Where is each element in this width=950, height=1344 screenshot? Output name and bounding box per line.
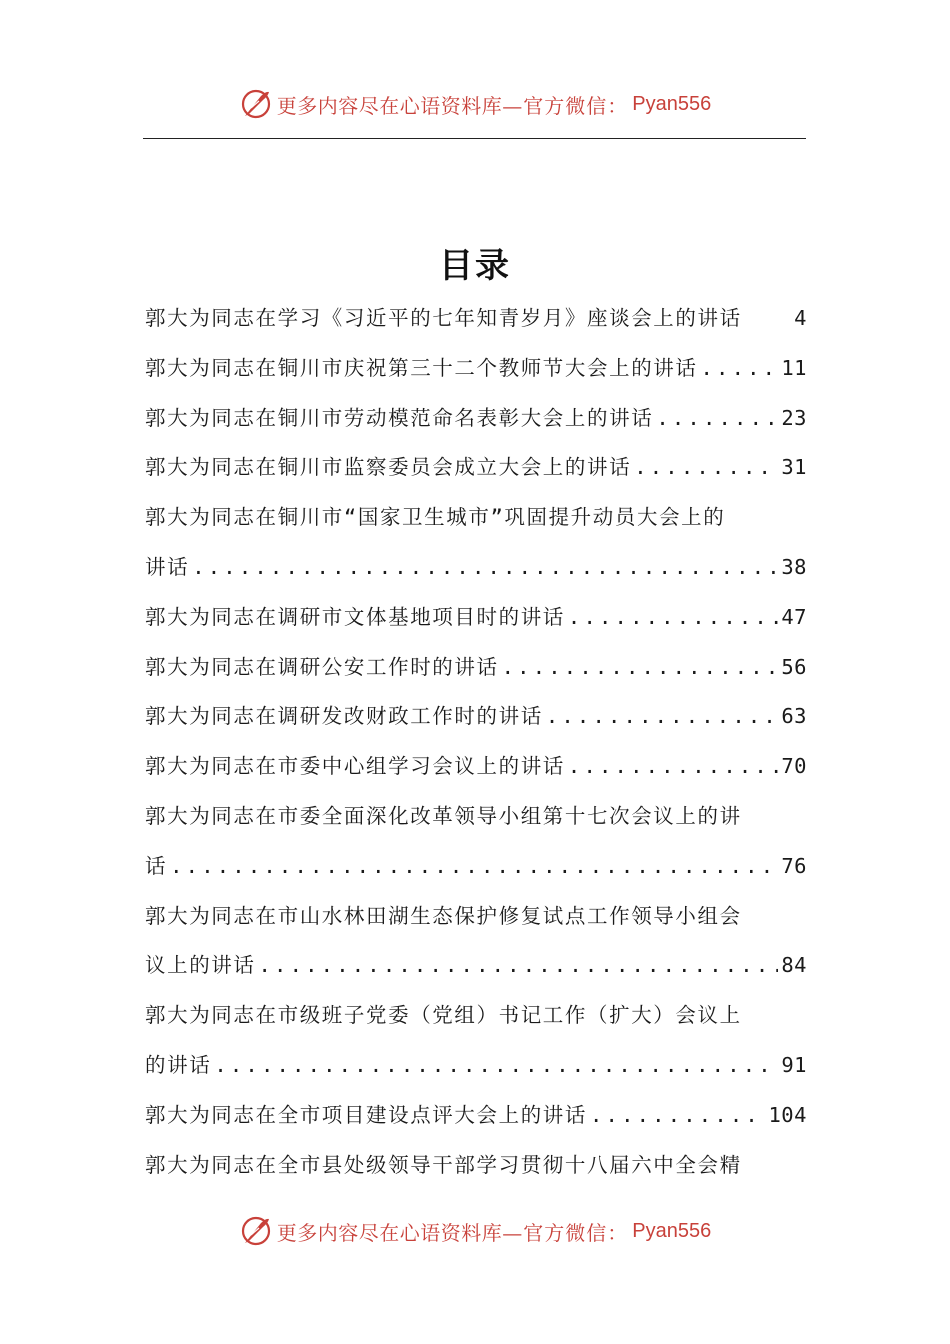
toc-page-number: 91	[781, 1052, 807, 1077]
toc-entry-title: 郭大为同志在铜川市监察委员会成立大会上的讲话	[145, 455, 632, 480]
toc-entry-line	[145, 692, 807, 742]
toc-page-number: 47	[781, 604, 807, 629]
toc-entry-title: 郭大为同志在全市项目建设点评大会上的讲话	[145, 1102, 587, 1127]
toc-entry-title: 郭大为同志在铜川市“国家卫生城市”巩固提升动员大会上的	[145, 505, 726, 530]
toc-entry[interactable]	[145, 643, 807, 693]
toc-entry-line	[145, 643, 807, 693]
toc-entry-title: 郭大为同志在学习《习近平的七年知青岁月》座谈会上的讲话	[145, 306, 742, 330]
quill-pen-logo-icon	[239, 87, 273, 121]
toc-entry-title: 郭大为同志在铜川市劳动模范命名表彰大会上的讲话	[145, 405, 654, 430]
toc-entry-title: 郭大为同志在调研公安工作时的讲话	[145, 654, 499, 679]
toc-entry-title: 讲话	[145, 554, 190, 579]
toc-entry-line	[145, 991, 807, 1041]
banner-text-wechat-id: Pyan556	[632, 1219, 712, 1242]
toc-leader-dots	[568, 593, 778, 643]
toc-leader-dots	[214, 1041, 778, 1091]
toc-page-number: 84	[781, 953, 807, 978]
toc-page-number: 23	[781, 405, 807, 430]
toc-entry[interactable]	[145, 493, 807, 593]
banner-text-wechat-id: Pyan556	[632, 92, 712, 115]
banner-text-wechat-label: —官方微信：	[502, 93, 629, 118]
table-of-contents	[145, 294, 807, 1190]
toc-entry-line	[145, 1141, 807, 1191]
footer-banner	[0, 1211, 950, 1251]
toc-entry[interactable]	[145, 1141, 807, 1191]
toc-page-number: 31	[781, 455, 807, 480]
toc-entry-line	[145, 792, 807, 842]
toc-leader-dots	[656, 394, 778, 444]
toc-leader-dots	[192, 543, 778, 593]
page-title: 目录	[439, 246, 511, 286]
header-banner	[0, 84, 950, 124]
toc-entry[interactable]	[145, 1091, 807, 1141]
toc-page-number: 11	[781, 355, 807, 380]
toc-entry-line	[145, 892, 807, 942]
toc-entry-line	[145, 394, 807, 444]
quill-pen-logo-icon	[239, 1214, 273, 1248]
toc-entry[interactable]	[145, 892, 807, 992]
toc-leader-dots	[701, 344, 779, 394]
toc-entry-line	[145, 593, 807, 643]
toc-entry[interactable]	[145, 991, 807, 1091]
toc-page-number: 38	[781, 554, 807, 579]
banner-text-wechat-label: —官方微信：	[502, 1220, 629, 1245]
toc-entry-title: 郭大为同志在市山水林田湖生态保护修复试点工作领导小组会	[145, 903, 742, 928]
toc-entry-title: 郭大为同志在市级班子党委（党组）书记工作（扩大）会议上	[145, 1003, 742, 1028]
toc-entry-line	[145, 941, 807, 991]
toc-entry-title: 郭大为同志在全市县处级领导干部学习贯彻十八届六中全会精	[145, 1152, 742, 1177]
banner-text-library: 更多内容尽在心语资料库	[276, 93, 503, 118]
toc-leader-dots	[502, 643, 779, 693]
toc-leader-dots	[170, 842, 778, 892]
toc-entry[interactable]	[145, 294, 807, 344]
toc-entry-title: 话	[145, 853, 168, 878]
toc-page-number: 104	[768, 1102, 807, 1127]
toc-page-number: 70	[781, 754, 807, 779]
toc-entry-title: 议上的讲话	[145, 953, 256, 978]
toc-entry[interactable]	[145, 742, 807, 792]
toc-leader-dots	[568, 742, 778, 792]
toc-entry[interactable]	[145, 394, 807, 444]
toc-entry-title: 的讲话	[145, 1052, 212, 1077]
toc-entry-line	[145, 1041, 807, 1091]
toc-entry[interactable]	[145, 692, 807, 742]
toc-entry-line	[145, 294, 807, 344]
toc-page-number: 76	[781, 853, 807, 878]
toc-entry-line	[145, 443, 807, 493]
toc-entry-title: 郭大为同志在市委中心组学习会议上的讲话	[145, 754, 565, 779]
toc-leader-dots	[634, 443, 778, 493]
toc-entry[interactable]	[145, 344, 807, 394]
toc-entry-line	[145, 344, 807, 394]
toc-entry-title: 郭大为同志在市委全面深化改革领导小组第十七次会议上的讲	[145, 803, 742, 828]
toc-entry-title: 郭大为同志在铜川市庆祝第三十二个教师节大会上的讲话	[145, 355, 698, 380]
toc-page-number: 56	[781, 654, 807, 679]
toc-leader-dots	[259, 941, 779, 991]
header-divider	[143, 138, 806, 139]
toc-entry-line	[145, 1091, 807, 1141]
banner-text-library: 更多内容尽在心语资料库	[276, 1220, 503, 1245]
toc-entry-line	[145, 742, 807, 792]
toc-entry-line	[145, 842, 807, 892]
toc-entry[interactable]	[145, 443, 807, 493]
toc-leader-dots	[590, 1091, 765, 1141]
toc-page-number: 4	[794, 306, 807, 330]
toc-entry-line	[145, 543, 807, 593]
toc-entry-title: 郭大为同志在调研市文体基地项目时的讲话	[145, 604, 565, 629]
toc-entry-line	[145, 493, 807, 543]
toc-leader-dots	[546, 692, 779, 742]
toc-entry[interactable]	[145, 792, 807, 892]
toc-entry-title: 郭大为同志在调研发改财政工作时的讲话	[145, 704, 543, 729]
toc-page-number: 63	[781, 704, 807, 729]
toc-entry[interactable]	[145, 593, 807, 643]
